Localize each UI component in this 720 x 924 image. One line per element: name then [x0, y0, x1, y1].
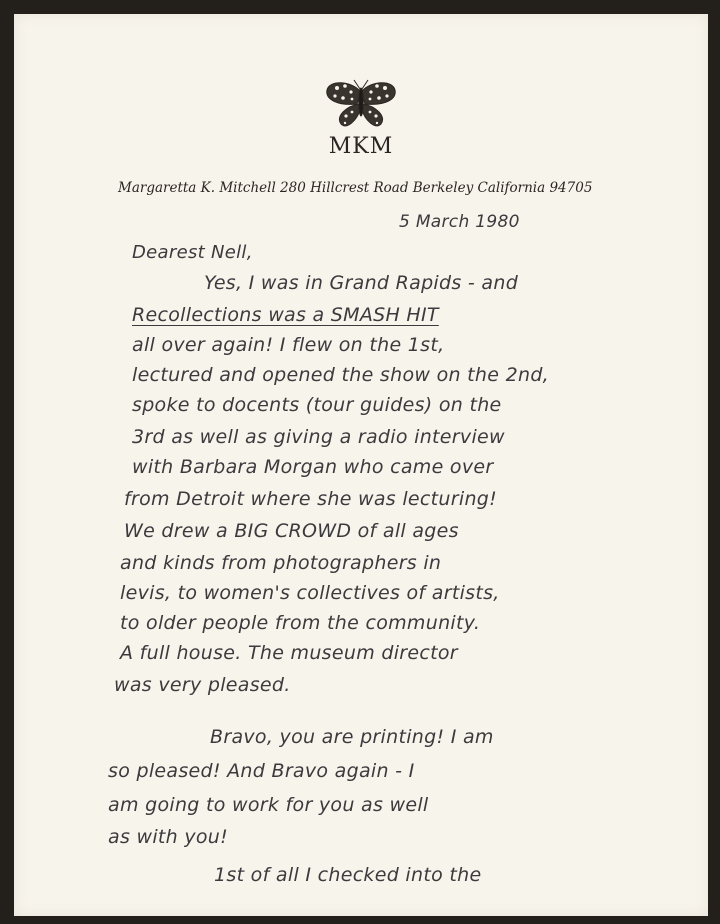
- letter-line: 1st of all I checked into the: [214, 864, 482, 886]
- letter-line: and kinds from photographers in: [120, 552, 442, 574]
- letterhead: [14, 78, 708, 159]
- letter-line: was very pleased.: [114, 674, 291, 696]
- letter-line: A full house. The museum director: [120, 642, 458, 664]
- letter-line: to older people from the community.: [120, 612, 481, 634]
- letter-line: Yes, I was in Grand Rapids - and: [204, 272, 519, 294]
- letter-line: as with you!: [108, 826, 229, 848]
- letter-line: Recollections was a SMASH HIT: [132, 304, 439, 326]
- letter-line: lectured and opened the show on the 2nd,: [132, 364, 550, 386]
- letter-line: all over again! I flew on the 1st,: [132, 334, 445, 356]
- letter-line: 3rd as well as giving a radio interview: [132, 426, 505, 448]
- letter-line: Bravo, you are printing! I am: [210, 726, 494, 748]
- letter-line: spoke to docents (tour guides) on the: [132, 394, 502, 416]
- letter-line: so pleased! And Bravo again - I: [108, 760, 415, 782]
- letter-line: levis, to women's collectives of artists,: [120, 582, 500, 604]
- salutation: Dearest Nell,: [132, 242, 253, 263]
- letterhead-address: Margaretta K. Mitchell 280 Hillcrest Road Berkeley California 94705: [118, 180, 593, 196]
- letter-line: We drew a BIG CROWD of all ages: [124, 520, 459, 542]
- butterfly-logo-icon: [321, 78, 401, 134]
- letter-date: 5 March 1980: [399, 212, 520, 232]
- letter-page: [14, 14, 708, 916]
- letter-line: am going to work for you as well: [108, 794, 429, 816]
- letter-line: with Barbara Morgan who came over: [132, 456, 494, 478]
- monogram: MKM: [328, 134, 394, 159]
- letter-line: from Detroit where she was lecturing!: [124, 488, 498, 510]
